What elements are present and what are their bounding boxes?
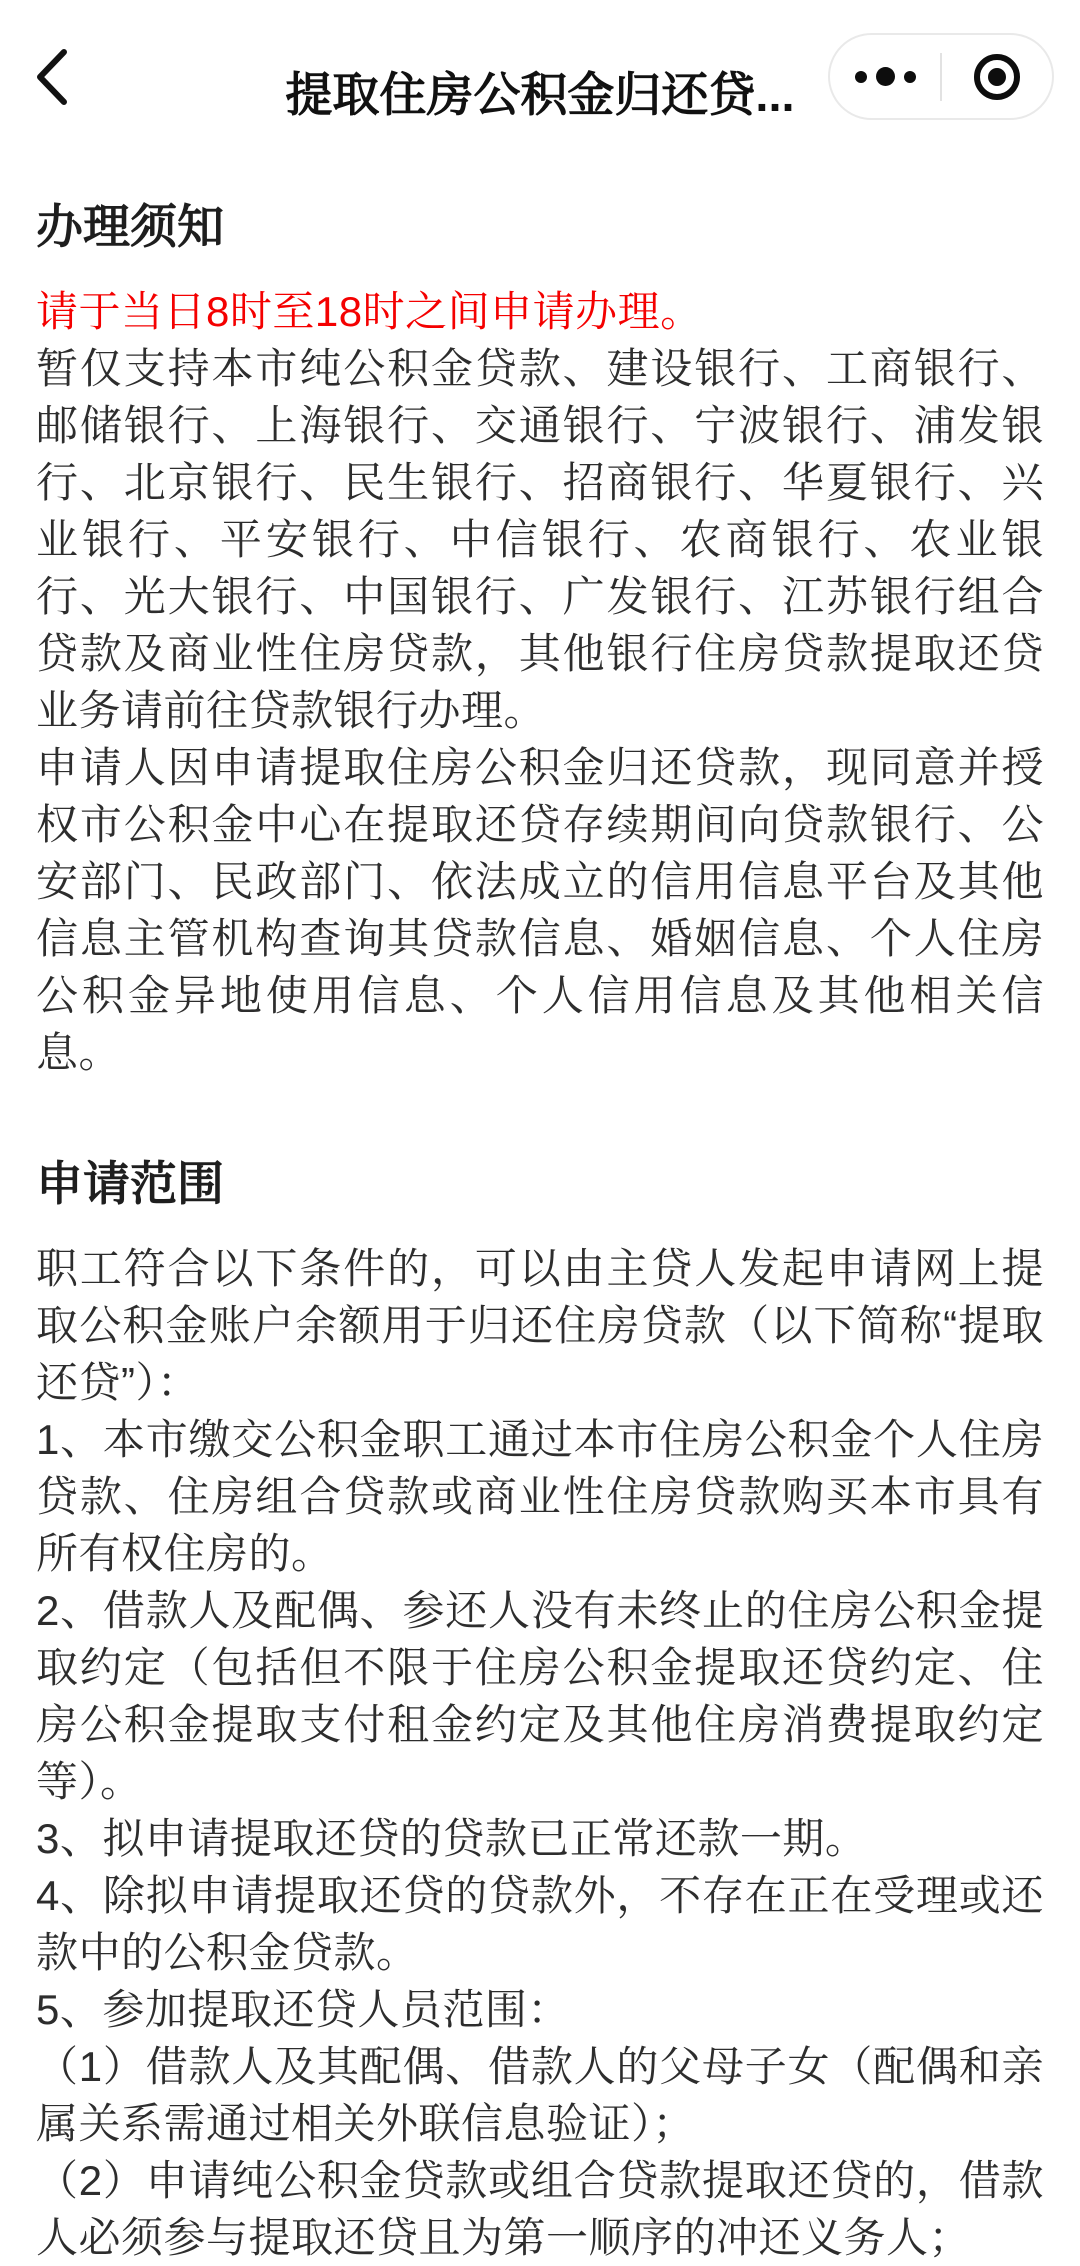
list-item: 5、参加提取还贷人员范围： (36, 1986, 570, 2033)
exit-button[interactable] (942, 35, 1052, 118)
notice-alert: 请于当日8时至18时之间申请办理。 (36, 288, 703, 335)
section-processing-notice (36, 197, 1044, 1081)
mini-program-capsule (828, 33, 1054, 120)
list-item: 2、借款人及配偶、参还人没有未终止的住房公积金提取约定（包括但不限于住房公积金提取还贷约定、住房公积金提取支付租金约定及其他住房消费提取约定等）。 (36, 1587, 1044, 1805)
more-button[interactable] (830, 35, 940, 118)
nav-bar (0, 0, 1080, 150)
paragraph: 职工符合以下条件的，可以由主贷人发起申请网上提取公积金账户余额用于归还住房贷款（以下简称“提取还贷”）： (36, 1245, 1044, 1406)
page-title: 提取住房公积金归还贷... (285, 68, 795, 121)
paragraph: 暂仅支持本市纯公积金贷款、建设银行、工商银行、邮储银行、上海银行、交通银行、宁波银行、浦发银行、北京银行、民生银行、招商银行、华夏银行、兴业银行、平安银行、中信银行、农商银行、农业银行、光大银行、中国银行、广发银行、江苏银行组合贷款及商业性住房贷款，其他银行住房贷款提取还贷业务请前往贷款银行办理。 (36, 345, 1044, 734)
paragraph: 申请人因申请提取住房公积金归还贷款，现同意并授权市公积金中心在提取还贷存续期间向贷款银行、公安部门、民政部门、依法成立的信用信息平台及其他信息主管机构查询其贷款信息、婚姻信息、个人住房公积金异地使用信息、个人信用信息及其他相关信息。 (36, 744, 1044, 1076)
list-item: 3、拟申请提取还贷的贷款已正常还款一期。 (36, 1815, 868, 1862)
section-heading: 办理须知 (36, 200, 224, 253)
list-sub-item: （2）申请纯公积金贷款或组合贷款提取还贷的，借款人必须参与提取还贷且为第一顺序的冲还义务人； (36, 2157, 1044, 2261)
list-sub-item: （1）借款人及其配偶、借款人的父母子女（配偶和亲属关系需通过相关外联信息验证）； (36, 2043, 1044, 2147)
section-heading: 申请范围 (36, 1157, 224, 1210)
section-application-scope (36, 1154, 1044, 2266)
list-item: 4、除拟申请提取还贷的贷款外，不存在正在受理或还款中的公积金贷款。 (36, 1872, 1044, 1976)
ellipsis-icon (855, 67, 916, 86)
target-circle-icon (974, 54, 1020, 100)
back-button[interactable] (34, 44, 94, 110)
article-content (0, 150, 1080, 2266)
list-item: 1、本市缴交公积金职工通过本市住房公积金个人住房贷款、住房组合贷款或商业性住房贷款购买本市具有所有权住房的。 (36, 1416, 1044, 1577)
chevron-left-icon (34, 48, 70, 106)
